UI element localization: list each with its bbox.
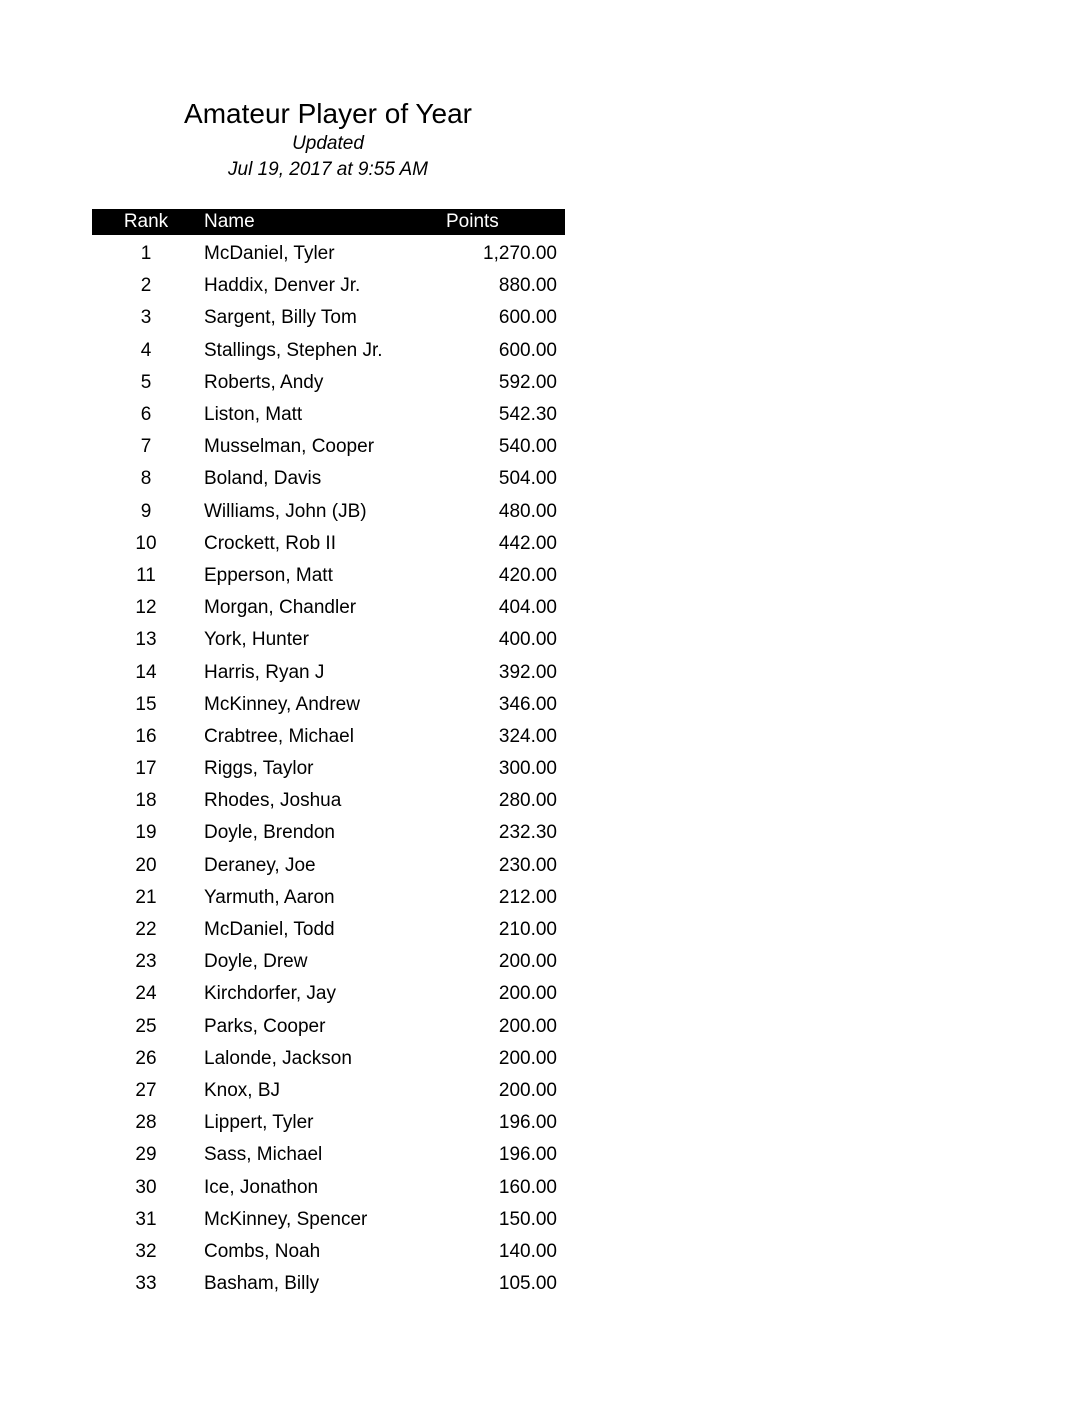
player-name-cell: Kirchdorfer, Jay [204,983,336,1005]
rank-cell: 1 [140,243,152,265]
player-name-cell: McKinney, Spencer [204,1208,368,1230]
points-cell: 392.00 [498,661,557,683]
table-row [92,753,565,785]
player-name-cell: Doyle, Drew [204,951,308,973]
points-cell: 200.00 [498,1047,557,1069]
player-name-cell: Morgan, Chandler [204,597,357,619]
player-name-cell: Crockett, Rob II [204,532,336,554]
table-row [92,592,565,624]
table-row [92,624,565,656]
table-row [92,1204,565,1236]
rank-cell: 28 [135,1112,157,1134]
rank-cell: 9 [140,500,152,522]
points-cell: 540.00 [498,436,557,458]
player-name-cell: McKinney, Andrew [204,693,360,715]
points-cell: 200.00 [498,983,557,1005]
table-row [92,850,565,882]
points-cell: 196.00 [498,1112,557,1134]
rank-cell: 17 [135,758,157,780]
player-name-cell: Parks, Cooper [204,1015,326,1037]
player-name-cell: Haddix, Denver Jr. [204,275,361,297]
points-cell: 200.00 [498,951,557,973]
rank-cell: 25 [135,1015,157,1037]
player-name-cell: Deraney, Joe [204,854,316,876]
points-cell: 200.00 [498,1079,557,1101]
player-name-cell: Harris, Ryan J [204,661,325,683]
rank-cell: 22 [135,919,157,941]
points-cell: 232.30 [498,822,557,844]
player-name-cell: Stallings, Stephen Jr. [204,339,383,361]
points-cell: 346.00 [498,693,557,715]
rank-cell: 29 [135,1144,157,1166]
points-cell: 420.00 [498,564,557,586]
player-name-cell: Riggs, Taylor [204,758,314,780]
rank-cell: 31 [135,1208,157,1230]
table-row [92,914,565,946]
player-name-cell: McDaniel, Tyler [204,243,335,265]
table-row [92,1171,565,1203]
player-name-cell: McDaniel, Todd [204,919,335,941]
player-name-cell: Williams, John (JB) [204,500,367,522]
rank-cell: 2 [140,275,152,297]
points-cell: 1,270.00 [483,243,557,265]
points-cell: 880.00 [498,275,557,297]
player-name-cell: Combs, Noah [204,1240,321,1262]
table-row [92,560,565,592]
table-row [92,1107,565,1139]
player-name-cell: Rhodes, Joshua [204,790,342,812]
rank-cell: 7 [140,436,152,458]
table-row [92,1075,565,1107]
points-cell: 150.00 [498,1208,557,1230]
rank-cell: 21 [135,886,157,908]
player-name-cell: Musselman, Cooper [204,436,375,458]
rank-cell: 20 [135,854,157,876]
rank-cell: 13 [135,629,157,651]
rank-cell: 27 [135,1079,157,1101]
table-row [92,399,565,431]
table-row [92,1236,565,1268]
points-cell: 300.00 [498,758,557,780]
table-row [92,238,565,270]
table-row [92,463,565,495]
table-row [92,721,565,753]
points-cell: 196.00 [498,1144,557,1166]
name-column-header: Name [204,211,255,232]
table-body [92,238,565,1300]
rank-cell: 26 [135,1047,157,1069]
table-row [92,817,565,849]
table-row [92,431,565,463]
updated-date: Jul 19, 2017 at 9:55 AM [228,159,428,180]
player-name-cell: Sass, Michael [204,1144,323,1166]
rank-cell: 4 [140,339,152,361]
player-name-cell: York, Hunter [204,629,309,651]
player-name-cell: Lippert, Tyler [204,1112,314,1134]
points-column-header: Points [446,211,499,232]
points-cell: 200.00 [498,1015,557,1037]
player-name-cell: Yarmuth, Aaron [204,886,335,908]
table-row [92,335,565,367]
points-cell: 400.00 [498,629,557,651]
points-cell: 442.00 [498,532,557,554]
points-cell: 230.00 [498,854,557,876]
points-cell: 212.00 [498,886,557,908]
rank-column-header: Rank [123,211,169,232]
player-name-cell: Basham, Billy [204,1273,320,1295]
points-cell: 600.00 [498,307,557,329]
table-row [92,270,565,302]
table-row [92,978,565,1010]
table-row [92,946,565,978]
table-row [92,656,565,688]
rank-cell: 8 [140,468,152,490]
standings-table [92,209,565,1300]
points-cell: 480.00 [498,500,557,522]
player-name-cell: Crabtree, Michael [204,725,354,747]
rank-cell: 5 [140,371,152,393]
table-row [92,689,565,721]
points-cell: 324.00 [498,725,557,747]
player-name-cell: Liston, Matt [204,404,303,426]
player-name-cell: Knox, BJ [204,1079,281,1101]
table-row [92,1268,565,1300]
table-row [92,785,565,817]
rank-cell: 16 [135,725,157,747]
table-row [92,367,565,399]
table-row [92,496,565,528]
player-name-cell: Boland, Davis [204,468,322,490]
table-row [92,528,565,560]
points-cell: 160.00 [498,1176,557,1198]
points-cell: 504.00 [498,468,557,490]
table-row [92,1011,565,1043]
player-name-cell: Roberts, Andy [204,371,324,393]
player-name-cell: Epperson, Matt [204,564,333,586]
updated-label: Updated [292,133,364,154]
points-cell: 140.00 [498,1240,557,1262]
table-row [92,1043,565,1075]
rank-cell: 30 [135,1176,157,1198]
points-cell: 210.00 [498,919,557,941]
table-header-row [92,209,565,235]
rank-cell: 24 [135,983,157,1005]
rank-cell: 12 [135,597,157,619]
points-cell: 404.00 [498,597,557,619]
points-cell: 105.00 [498,1273,557,1295]
player-name-cell: Lalonde, Jackson [204,1047,352,1069]
rank-cell: 18 [135,790,157,812]
rank-cell: 23 [135,951,157,973]
player-name-cell: Doyle, Brendon [204,822,335,844]
points-cell: 600.00 [498,339,557,361]
points-cell: 542.30 [498,404,557,426]
table-row [92,882,565,914]
points-cell: 280.00 [498,790,557,812]
rank-cell: 3 [140,307,152,329]
rank-cell: 32 [135,1240,157,1262]
table-row [92,1139,565,1171]
table-row [92,302,565,334]
points-cell: 592.00 [498,371,557,393]
player-name-cell: Ice, Jonathon [204,1176,319,1198]
player-name-cell: Sargent, Billy Tom [204,307,357,329]
rank-cell: 19 [135,822,157,844]
rank-cell: 10 [135,532,157,554]
rank-cell: 6 [140,404,152,426]
rank-cell: 11 [136,564,156,586]
rank-cell: 15 [135,693,157,715]
page-title: Amateur Player of Year [184,98,472,129]
rank-cell: 14 [135,661,157,683]
rank-cell: 33 [135,1273,157,1295]
